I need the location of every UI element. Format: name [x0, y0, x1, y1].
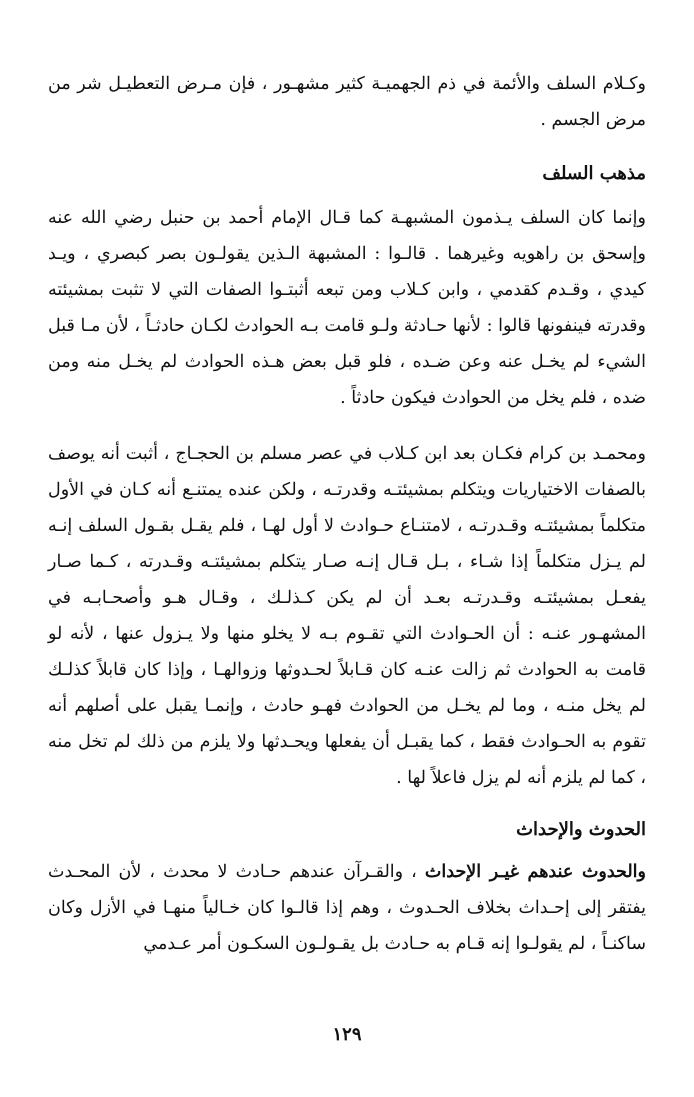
- paragraph-2: وإنما كان السلف يـذمون المشبهـة كما قـال الإمام أحمد بن حنبل رضي الله عنه وإسحق بن راهويه وغيرهما . قالـوا : المشبهة الـذين يقولـون بصر كبصري ، ويـد كيدي ، وقـدم كقدمي ، وابن كـلاب ومن تبعه أثبتـوا الصفات التي لا تثبت بمشيئته وقدرته فينفونها قالوا : لأنها حـادثة ولـو قامت بـه الحوادث لكـان حادثـاً ، لأن مـا قبل الشيء لم يخـل عنه وعن ضـده ، فلو قبل بعض هـذه الحوادث لم يخـل منه ومن ضده ، فلم يخل من الحوادث فيكون حادثاً .: [48, 208, 646, 408]
- paragraph-4: [48, 854, 646, 962]
- paragraph-4-bold-lead: والحدوث عندهم غيـر الإحداث: [424, 862, 646, 882]
- paragraph-1: وكـلام السلف والأئمة في ذم الجهميـة كثير مشهـور ، فإن مـرض التعطيـل شر من مرض الجسم .: [48, 74, 646, 130]
- section-heading-hudouth: الحدوث والإحداث: [516, 819, 646, 840]
- paragraph-3: ومحمـد بن كرام فكـان بعد ابن كـلاب في عصر مسلم بن الحجـاج ، أثبت أنه يوصف بالصفات الاختياريات ويتكلم بمشيئتـه وقدرتـه ، ولكن عنده يمتنـع أنه كـان في الأول متكلماً بمشيئتـه وقـدرتـه ، لامتنـاع حـوادث لا أول لهـا ، فلم يقـل بقـول السلف إنـه لم يـزل متكلماً إذا شـاء ، بـل قـال إنـه صـار يتكلم بمشيئتـه وقـدرته ، كـما صـار يفعـل بمشيئتـه وقـدرتـه بعـد أن لم يكن كـذلـك ، وقـال هـو وأصحـابـه في المشهـور عنـه : أن الحـوادث التي تقـوم بـه لا يخلو منها ولا يـزول عنها ، لأنه لو قامت به الحوادث ثم زالت عنـه كان قـابلاً لحـدوثها وزوالهـا ، وإذا كان قابلاً كذلـك لم يخل منـه ، وما لم يخـل من الحوادث فهـو حادث ، وإنمـا يقبل على أصلهم أنه تقوم به الحـوادث فقط ، كما يقبـل أن يفعلها ويحـدثها ولا يلزم من ذلك لم تخل منه ، كما لم يلزم أنه لم يزل فاعلاً لها .: [48, 444, 646, 788]
- paragraph-4-text: ، والقـرآن عندهم حـادث لا محدث ، لأن المحـدث يفتقر إلى إحـداث بخلاف الحـدوث ، وهم إذا قالـوا كان خـالياً منهـا في الأزل وكان ساكنـاً ، لم يقولـوا إنه قـام به حـادث بل يقـولـون السكـون أمر عـدمي: [48, 862, 646, 954]
- page-number: ١٢٩: [332, 1024, 362, 1045]
- page-body: [48, 66, 646, 962]
- section-heading-salaf: مذهب السلف: [542, 163, 646, 184]
